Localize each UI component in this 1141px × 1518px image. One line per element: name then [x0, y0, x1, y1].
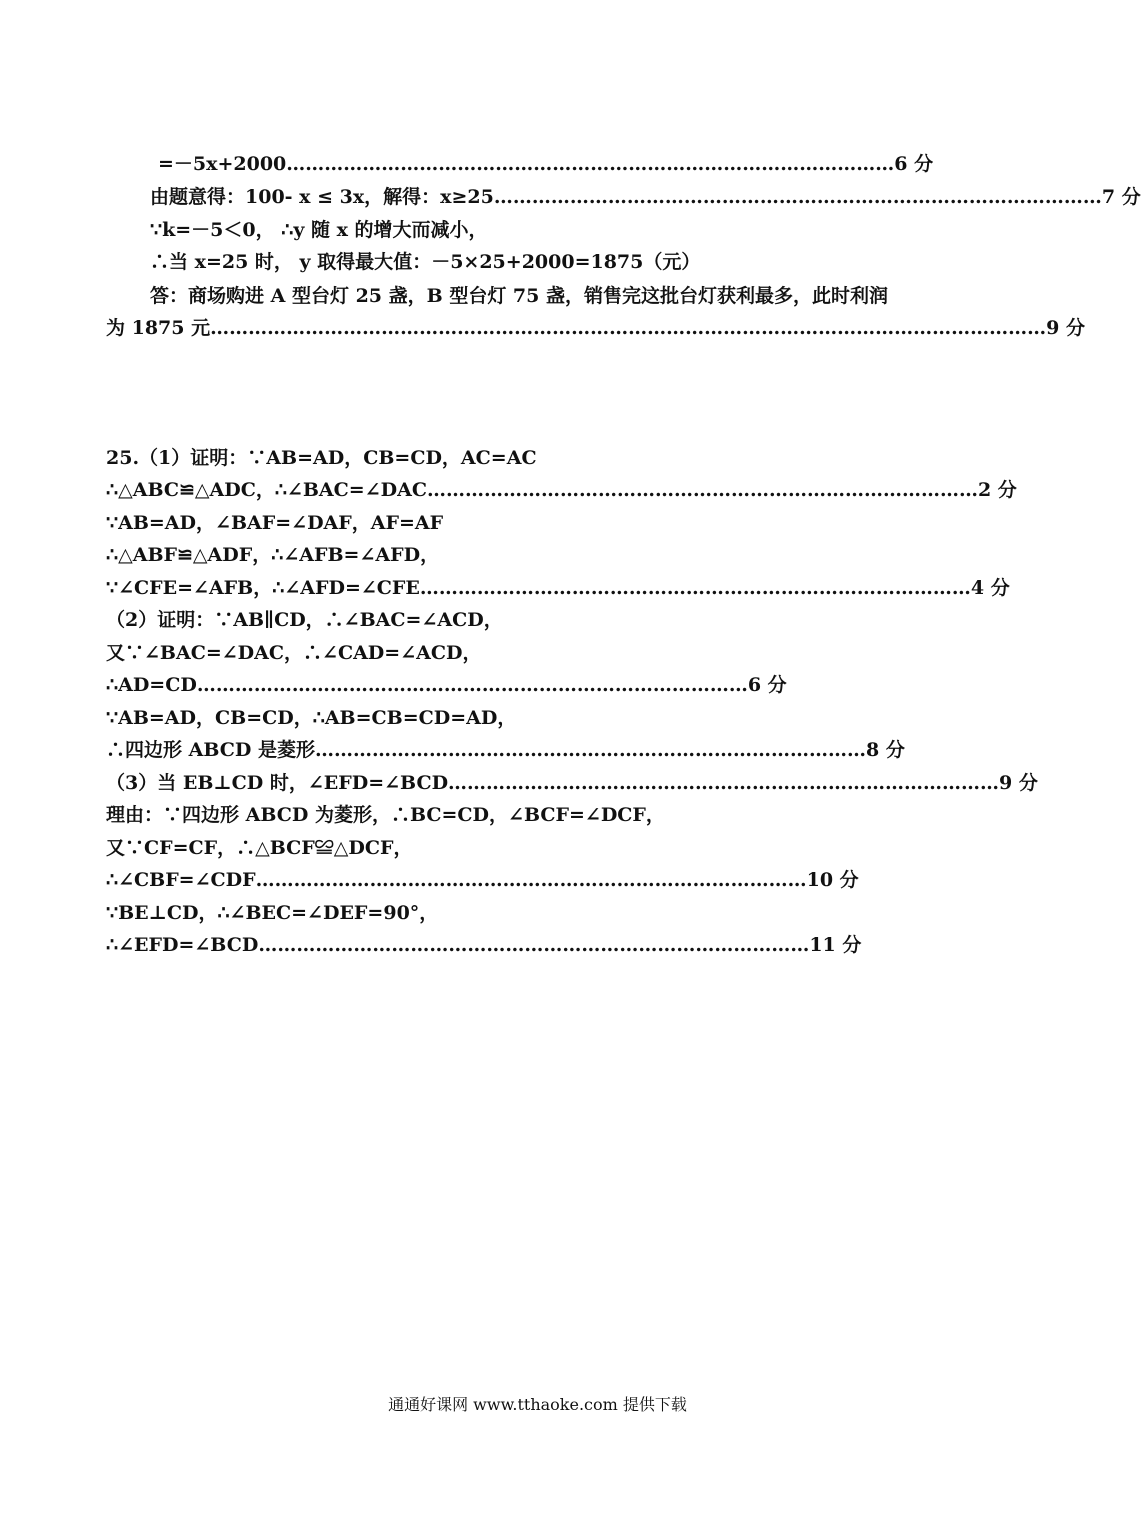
- leader-dots: ……………………………………………………………………………: [196, 674, 748, 696]
- line-text: ∴AD=CD: [106, 674, 197, 696]
- solution-line-8pts: [106, 738, 905, 762]
- solution-line: 理由：∵四边形 ABCD 为菱形，∴BC=CD，∠BCF=∠DCF，: [106, 804, 665, 826]
- solution-line-7pts: [150, 185, 1141, 209]
- leader-dots: ……………………………………………………………………………: [419, 577, 971, 599]
- solution-line: ∵AB=AD，CB=CD，∴AB=CB=CD=AD，: [106, 707, 517, 729]
- line-text: ∵∠CFE=∠AFB，∴∠AFD=∠CFE: [106, 577, 420, 599]
- score-label: 9 分: [999, 772, 1038, 794]
- answer-line-9pts: [106, 316, 1085, 340]
- score-label: 11 分: [809, 934, 862, 956]
- solution-line: ∴当 x=25 时， y 取得最大值：－5×25+2000=1875（元）: [150, 251, 701, 273]
- line-text: ∴∠EFD=∠BCD: [106, 934, 259, 956]
- solution-line: （2）证明：∵AB∥CD，∴∠BAC=∠ACD，: [106, 609, 503, 631]
- line-text: （3）当 EB⊥CD 时，∠EFD=∠BCD: [106, 772, 449, 794]
- leader-dots: ……………………………………………………………………………………: [286, 153, 895, 175]
- answer-line: 答：商场购进 A 型台灯 25 盏，B 型台灯 75 盏，销售完这批台灯获利最多，此时利润: [150, 285, 888, 307]
- score-label: 7 分: [1101, 186, 1141, 208]
- solution-line: 又∵CF=CF，∴△BCF≌△DCF，: [106, 837, 413, 859]
- leader-dots: ……………………………………………………………………………: [258, 934, 810, 956]
- solution-line-4pts: [106, 576, 1010, 600]
- score-label: 6 分: [747, 674, 787, 696]
- problem-25-heading: 25.（1）证明：∵AB=AD，CB=CD，AC=AC: [106, 447, 537, 469]
- score-label: 6 分: [894, 153, 934, 175]
- solution-line: ∵k=－5＜0， ∴y 随 x 的增大而减小，: [150, 219, 488, 241]
- leader-dots: ……………………………………………………………………………………: [493, 186, 1102, 208]
- score-label: 4 分: [970, 577, 1010, 599]
- line-text: 为 1875 元: [106, 317, 211, 339]
- solution-line-2pts: [106, 478, 1017, 502]
- solution-line: ∵AB=AD，∠BAF=∠DAF，AF=AF: [106, 512, 444, 534]
- line-text: ∴四边形 ABCD 是菱形: [106, 739, 315, 761]
- solution-line-6pts: [158, 152, 934, 176]
- line-text: ∴△ABC≌△ADC，∴∠BAC=∠DAC: [106, 479, 427, 501]
- score-label: 10 分: [806, 869, 859, 891]
- line-text: =－5x+2000: [158, 153, 287, 175]
- leader-dots: ……………………………………………………………………………: [448, 772, 1000, 794]
- line-text: ∴∠CBF=∠CDF: [106, 869, 256, 891]
- solution-line-10pts: [106, 868, 859, 892]
- leader-dots: ……………………………………………………………………………: [426, 479, 978, 501]
- solution-line-9pts: [106, 771, 1038, 795]
- solution-line: ∵BE⊥CD，∴∠BEC=∠DEF=90°，: [106, 902, 439, 924]
- score-label: 2 分: [977, 479, 1017, 501]
- solution-line-11pts: [106, 933, 862, 957]
- solution-line: 又∵∠BAC=∠DAC，∴∠CAD=∠ACD，: [106, 642, 482, 664]
- leader-dots: ……………………………………………………………………………: [314, 739, 866, 761]
- score-label: 9 分: [1046, 317, 1085, 339]
- page-footer: 通通好课网 www.tthaoke.com 提供下载: [388, 1395, 687, 1414]
- solution-line: ∴△ABF≌△ADF，∴∠AFB=∠AFD，: [106, 544, 440, 566]
- leader-dots: ……………………………………………………………………………………………………………………: [210, 317, 1047, 339]
- leader-dots: ……………………………………………………………………………: [255, 869, 807, 891]
- line-text: 由题意得：100- x ≤ 3x，解得：x≥25: [150, 186, 494, 208]
- score-label: 8 分: [865, 739, 905, 761]
- solution-line-6pts: [106, 673, 787, 697]
